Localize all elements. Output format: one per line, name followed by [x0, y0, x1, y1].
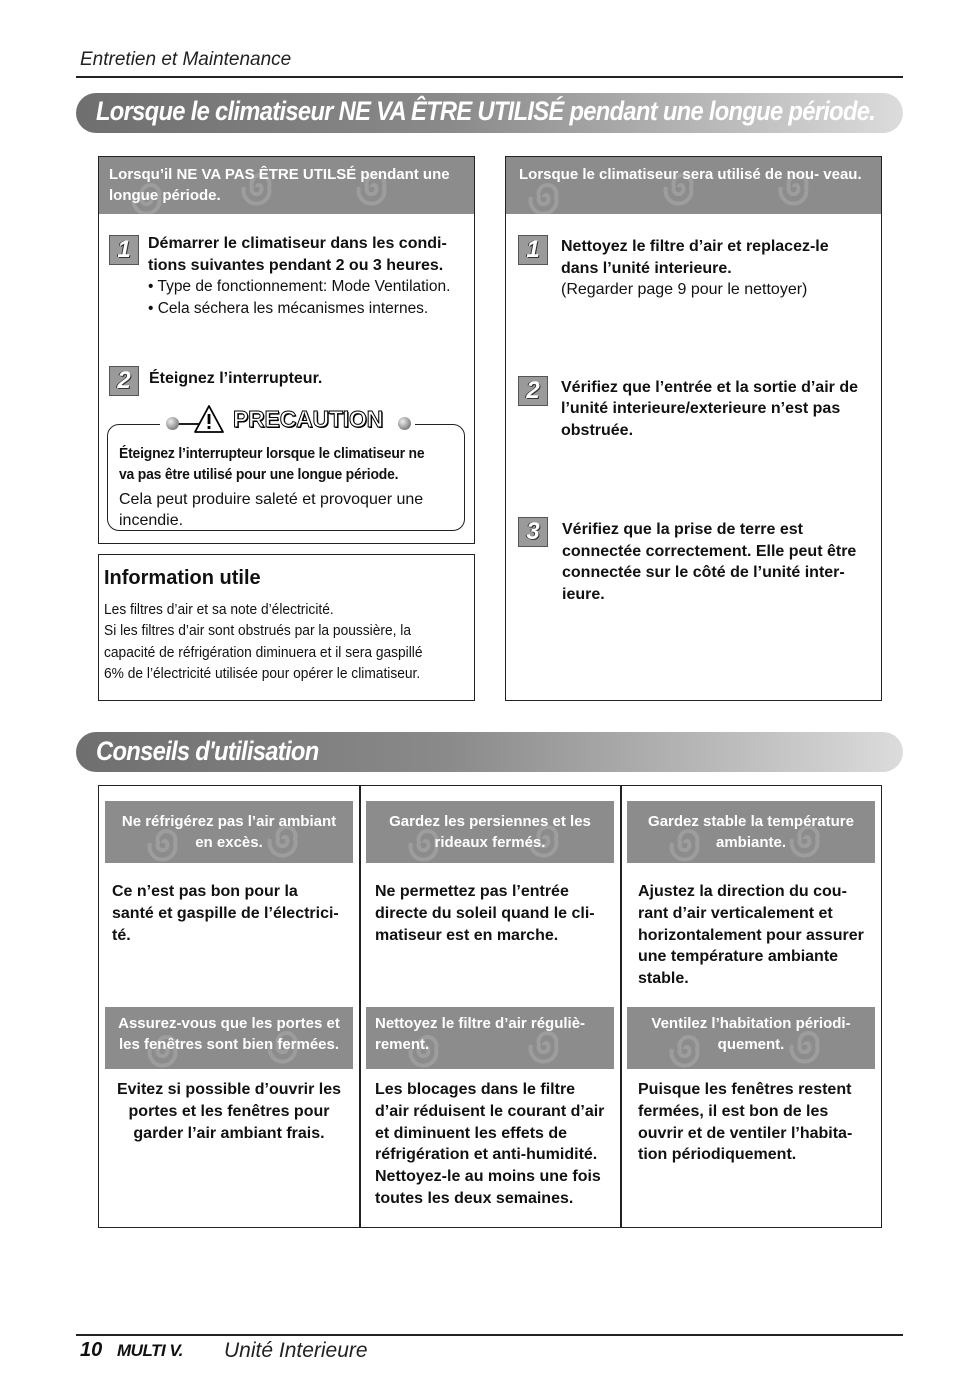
- tip-6-body-line: ouvrir et de ventiler l’habita-: [638, 1124, 853, 1142]
- tip-3-body-line: horizontalement pour assurer: [638, 926, 864, 944]
- tip-3-body-line: stable.: [638, 970, 689, 988]
- tip-2-body: [375, 881, 595, 946]
- step-1-badge: 1: [518, 235, 548, 265]
- tip-6-title-line2: quement.: [717, 1036, 785, 1053]
- footer-section: Unité Interieure: [224, 1339, 368, 1362]
- left-step-1-line1: Démarrer le climatiseur dans les condi-: [148, 235, 447, 252]
- right-step-3-line4: ieure.: [562, 586, 605, 603]
- tip-6-body-line: fermées, il est bon de les: [638, 1102, 829, 1120]
- tip-5-title-line1: Nettoyez le filtre d’air réguliè-: [375, 1015, 586, 1032]
- tip-4-title-line2: les fenêtres sont bien fermées.: [118, 1036, 340, 1053]
- precaution-bold-line1: Éteignez l’interrupteur lorsque le climatiseur ne: [119, 446, 425, 462]
- tip-5-header: [366, 1007, 614, 1069]
- right-step-2-line1: Vérifiez que l’entrée et la sortie d’air de: [561, 379, 858, 396]
- precaution-dot-right-icon: [398, 417, 411, 430]
- tip-5-body-line: d’air réduisent le courant d’air: [375, 1102, 605, 1120]
- right-step-3-line1: Vérifiez que la prise de terre est: [562, 521, 803, 538]
- left-step-1-bullet2: • Cela séchera les mécanismes internes.: [148, 300, 429, 317]
- tip-1-title-line2: en excès.: [195, 834, 263, 851]
- tip-2-body-line: Ne permettez pas l’entrée: [375, 883, 569, 900]
- tip-4-body-line: garder l’air ambiant frais.: [133, 1124, 325, 1142]
- tip-2-body-line: matiseur est en marche.: [375, 926, 559, 944]
- tip-5-body-line: Nettoyez-le au moins une fois: [375, 1168, 601, 1186]
- tip-4-title-line1: Assurez-vous que les portes et: [118, 1015, 340, 1032]
- step-1-badge: 1: [109, 235, 139, 265]
- precaution-dot-left-icon: [166, 417, 179, 430]
- warning-triangle-icon: [193, 404, 225, 434]
- tip-1-body-line: té.: [112, 926, 131, 944]
- tip-3-body-line: une température ambiante: [638, 948, 839, 966]
- left-panel-header: [99, 157, 474, 214]
- header-rule: [76, 76, 903, 78]
- right-step-2-line3: obstruée.: [561, 422, 634, 439]
- left-step-1-line2: tions suivantes pendant 2 ou 3 heures.: [148, 257, 444, 274]
- footer-rule: [76, 1334, 903, 1336]
- tip-5-body-line: réfrigération et anti-humidité.: [375, 1146, 598, 1164]
- tip-6-body-line: Puisque les fenêtres restent: [638, 1081, 852, 1098]
- step-3-badge: 3: [518, 517, 548, 547]
- right-step-3-line2: connectée correctement. Elle peut être: [562, 543, 857, 560]
- tip-1-header: [105, 801, 353, 863]
- info-line3: capacité de réfrigération diminuera et il sera gaspillé: [104, 645, 423, 661]
- banner-tips: [76, 732, 903, 772]
- right-step-1-line1: Nettoyez le filtre d’air et replacez-le: [561, 238, 829, 255]
- tip-4-header: [105, 1007, 353, 1069]
- tip-2-body-line: directe du soleil quand le cli-: [375, 904, 595, 922]
- tip-6-header: [627, 1007, 875, 1069]
- tip-6-body-line: tion périodiquement.: [638, 1146, 797, 1164]
- tips-divider-2: [620, 786, 622, 1227]
- tips-divider-1: [359, 786, 361, 1227]
- section-header: Entretien et Maintenance: [80, 49, 292, 70]
- page-number: 10: [80, 1339, 103, 1361]
- tip-2-header: [366, 801, 614, 863]
- right-panel-header: [506, 157, 881, 214]
- tip-3-header: [627, 801, 875, 863]
- tip-5-body: [375, 1079, 604, 1210]
- tip-5-body-line: Les blocages dans le filtre: [375, 1081, 576, 1098]
- tip-6-body: [638, 1079, 852, 1166]
- right-step-1-line3: (Regarder page 9 pour le nettoyer): [561, 281, 808, 298]
- tip-5-body-line: toutes les deux semaines.: [375, 1189, 574, 1207]
- right-step-1-line2: dans l’unité interieure.: [561, 260, 732, 277]
- left-step-1-bullet1: • Type de fonctionnement: Mode Ventilation.: [148, 278, 451, 295]
- tip-4-body-line: portes et les fenêtres pour: [128, 1102, 330, 1120]
- step-2-badge: 2: [109, 366, 139, 396]
- left-step-2-text: Éteignez l’interrupteur.: [149, 370, 323, 387]
- info-line1: Les filtres d’air et sa note d’électricité.: [104, 602, 334, 618]
- banner-tips-title: Conseils d'utilisation: [96, 736, 319, 766]
- precaution-line2: incendie.: [119, 512, 184, 529]
- tip-2-title-line1: Gardez les persiennes et les: [389, 813, 591, 830]
- precaution-line1: Cela peut produire saleté et provoquer une: [119, 491, 424, 508]
- right-panel-title: Lorsque le climatiseur sera utilisé de nou- veau.: [519, 166, 862, 183]
- tip-3-body-line: Ajustez la direction du cou-: [638, 883, 847, 900]
- info-title: Information utile: [104, 567, 261, 589]
- tip-3-body-line: rant d’air verticalement et: [638, 904, 833, 922]
- info-line2: Si les filtres d’air sont obstrués par la poussière, la: [104, 623, 412, 639]
- tip-1-body-line: santé et gaspille de l’électrici-: [112, 904, 339, 922]
- step-2-badge: 2: [518, 376, 548, 406]
- tip-1-body-line: Ce n’est pas bon pour la: [112, 883, 298, 900]
- tip-2-title-line2: rideaux fermés.: [434, 834, 546, 851]
- precaution-title: PRECAUTION: [233, 406, 384, 432]
- multi-v-logo: MULTI V.: [117, 1341, 183, 1360]
- left-panel-title: Lorsqu’il NE VA PAS ÊTRE UTILSÉ pendant une longue période.: [109, 166, 450, 204]
- banner-long-period-title: Lorsque le climatiseur NE VA ÊTRE UTILISÉ pendant une longue période.: [96, 96, 876, 126]
- tip-5-body-line: et diminuent les effets de: [375, 1124, 568, 1142]
- tip-5-title-line2: rement.: [375, 1036, 430, 1053]
- tip-3-title-line1: Gardez stable la température: [648, 813, 854, 830]
- info-line4: 6% de l’électricité utilisée pour opérer le climatiseur.: [104, 666, 421, 682]
- right-step-3-line3: connectée sur le côté de l’unité inter-: [562, 564, 845, 581]
- tip-4-body-line: Evitez si possible d’ouvrir les: [116, 1081, 342, 1098]
- tip-1-body: [112, 881, 339, 946]
- banner-long-period: [76, 93, 903, 133]
- tip-3-body: [638, 881, 864, 990]
- right-step-2-line2: l’unité interieure/exterieure n’est pas: [561, 400, 841, 417]
- tip-1-title-line1: Ne réfrigérez pas l’air ambiant: [121, 813, 337, 830]
- precaution-bold-line2: va pas être utilisé pour une longue période.: [119, 467, 399, 483]
- tip-3-title-line2: ambiante.: [715, 834, 787, 851]
- tip-6-title-line1: Ventilez l’habitation périodi-: [651, 1015, 851, 1032]
- tip-4-body: [105, 1079, 353, 1144]
